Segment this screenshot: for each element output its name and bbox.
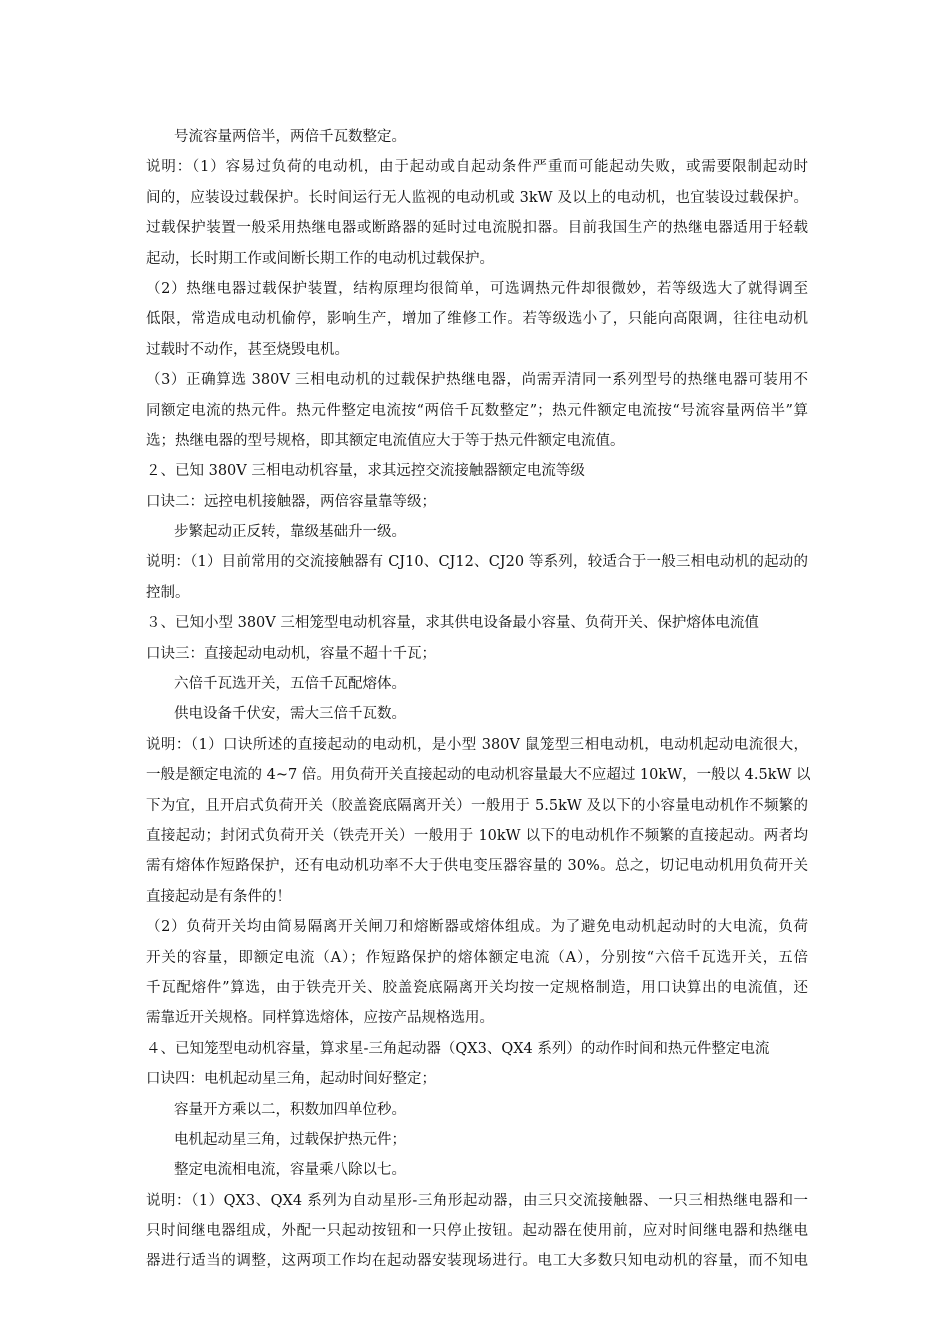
text-line: 需有熔体作短路保护，还有电动机功率不大于供电变压器容量的 30%。总之，切记电动机用负荷开关 bbox=[146, 858, 808, 875]
text-line: 容量开方乘以二，积数加四单位秒。 bbox=[174, 1101, 406, 1118]
text-line: ３、已知小型 380V 三相笼型电动机容量，求其供电设备最小容量、负荷开关、保护熔体电流值 bbox=[146, 615, 759, 632]
text-line: 只时间继电器组成，外配一只起动按钮和一只停止按钮。起动器在使用前，应对时间继电器和热继电 bbox=[146, 1223, 808, 1240]
text-line: （3）正确算选 380V 三相电动机的过载保护热继电器，尚需弄清同一系列型号的热继电器可装用不 bbox=[146, 372, 808, 389]
text-line: 说明：（1）QX3、QX4 系列为自动星形-三角形起动器，由三只交流接触器、一只三相热继电器和一 bbox=[146, 1192, 808, 1209]
text-line: 起动，长时期工作或间断长期工作的电动机过载保护。 bbox=[146, 250, 494, 267]
text-line: （2）负荷开关均由简易隔离开关闸刀和熔断器或熔体组成。为了避免电动机起动时的大电流，负荷 bbox=[146, 919, 808, 936]
text-line: 电机起动星三角，过载保护热元件； bbox=[174, 1131, 406, 1148]
text-line: 口诀二：远控电机接触器，两倍容量靠等级； bbox=[146, 493, 436, 510]
text-line: 整定电流相电流，容量乘八除以七。 bbox=[174, 1162, 406, 1179]
text-line: 选；热继电器的型号规格，即其额定电流值应大于等于热元件额定电流值。 bbox=[146, 432, 625, 449]
text-line: 号流容量两倍半，两倍千瓦数整定。 bbox=[174, 129, 406, 145]
text-line: 步繁起动正反转，靠级基础升一级。 bbox=[174, 524, 406, 541]
text-line: 控制。 bbox=[146, 584, 190, 601]
text-line: 说明：（1）口诀所述的直接起动的电动机，是小型 380V 鼠笼型三相电动机，电动机起动电流很大， bbox=[146, 736, 808, 753]
text-line: 六倍千瓦选开关，五倍千瓦配熔体。 bbox=[174, 676, 406, 693]
text-line: 低限，常造成电动机偷停，影响生产，增加了维修工作。若等级选小了，只能向高限调，往往电动机 bbox=[146, 311, 808, 328]
text-line: 器进行适当的调整，这两项工作均在起动器安装现场进行。电工大多数只知电动机的容量，而不知电 bbox=[146, 1253, 808, 1270]
text-line: 说明：（1）容易过负荷的电动机，由于起动或自起动条件严重而可能起动失败，或需要限制起动时 bbox=[146, 159, 808, 176]
text-line: 开关的容量，即额定电流（A）；作短路保护的熔体额定电流（A），分别按“六倍千瓦选开关，五倍 bbox=[146, 949, 808, 966]
text-line: 口诀四：电机起动星三角，起动时间好整定； bbox=[146, 1071, 436, 1088]
text-line: 间的，应装设过载保护。长时间运行无人监视的电动机或 3kW 及以上的电动机，也宜装设过载保护。 bbox=[146, 189, 808, 206]
text-line: 口诀三：直接起动电动机，容量不超十千瓦； bbox=[146, 645, 436, 662]
text-line: （2）热继电器过载保护装置，结构原理均很简单，可选调热元件却很微妙，若等级选大了就得调至 bbox=[146, 280, 808, 297]
text-line: ２、已知 380V 三相电动机容量，求其远控交流接触器额定电流等级 bbox=[146, 463, 585, 480]
text-line: 同额定电流的热元件。热元件整定电流按“两倍千瓦数整定”；热元件额定电流按“号流容量两倍半”算 bbox=[146, 402, 808, 419]
text-line: 直接起动；封闭式负荷开关（铁壳开关）一般用于 10kW 以下的电动机作不频繁的直接起动。两者均 bbox=[146, 827, 808, 844]
document-body bbox=[146, 122, 811, 1277]
text-line: 过载时不动作，甚至烧毁电机。 bbox=[146, 341, 349, 358]
text-line: 过载保护装置一般采用热继电器或断路器的延时过电流脱扣器。目前我国生产的热继电器适用于轻载 bbox=[146, 220, 808, 237]
text-line: 直接起动是有条件的！ bbox=[146, 888, 291, 905]
text-line: ４、已知笼型电动机容量，算求星-三角起动器（QX3、QX4 系列）的动作时间和热元件整定电流 bbox=[146, 1040, 770, 1057]
text-line: 需靠近开关规格。同样算选熔体，应按产品规格选用。 bbox=[146, 1010, 494, 1027]
text-line: 下为宜，且开启式负荷开关（胶盖瓷底隔离开关）一般用于 5.5kW 及以下的小容量电动机作不频繁的 bbox=[146, 797, 808, 814]
text-line: 供电设备千伏安，需大三倍千瓦数。 bbox=[174, 706, 406, 723]
text-line: 千瓦配熔件”算选，由于铁壳开关、胶盖瓷底隔离开关均按一定规格制造，用口诀算出的电流值，还 bbox=[146, 979, 808, 996]
text-line: 说明：（1）目前常用的交流接触器有 CJ10、CJ12、CJ20 等系列，较适合于一般三相电动机的起动的 bbox=[146, 554, 808, 571]
text-line: 一般是额定电流的 4~7 倍。用负荷开关直接起动的电动机容量最大不应超过 10kW，一般以 4.5kW 以 bbox=[146, 767, 811, 784]
